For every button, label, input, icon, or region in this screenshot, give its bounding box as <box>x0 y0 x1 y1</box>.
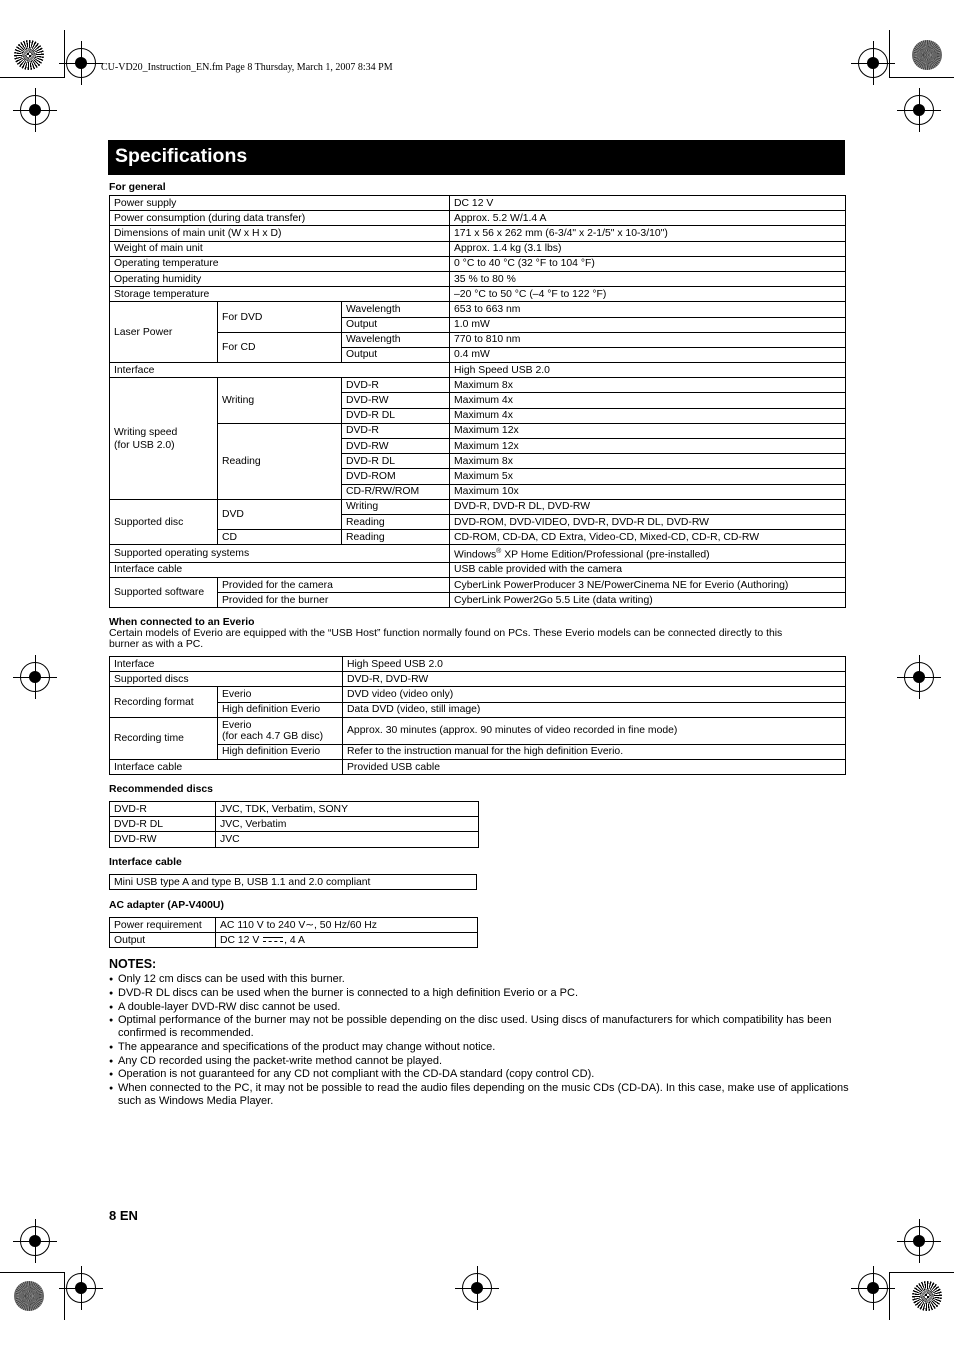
spec-value: High Speed USB 2.0 <box>343 657 846 672</box>
crosshair-mark-icon <box>904 662 934 692</box>
laser-cd-label: For CD <box>218 332 342 362</box>
table-row <box>110 918 478 933</box>
spec-value: Approx. 30 minutes (approx. 90 minutes of video recorded in fine mode) <box>343 717 846 744</box>
table-row <box>110 657 846 672</box>
spec-value: CyberLink Power2Go 5.5 Lite (data writing) <box>450 593 846 608</box>
spec-label: Interface <box>110 657 343 672</box>
spec-label: Interface cable <box>110 759 343 774</box>
registration-disc-icon <box>14 1281 44 1311</box>
crop-mark <box>889 1272 890 1320</box>
spec-sublabel: DVD-ROM <box>342 469 450 484</box>
table-row <box>110 802 479 817</box>
dc-symbol-icon <box>263 936 283 944</box>
spec-label: Power supply <box>110 196 450 211</box>
page-number: 8 EN <box>109 1208 138 1223</box>
spec-value: 1.0 mW <box>450 317 846 332</box>
table-row <box>110 744 846 759</box>
spec-value: Maximum 8x <box>450 378 846 393</box>
spec-label: Supported discs <box>110 672 343 687</box>
recording-time-label: Recording time <box>110 717 218 759</box>
spec-sublabel: DVD-R DL <box>342 408 450 423</box>
spec-sublabel: Everio <box>218 687 343 702</box>
crosshair-mark-icon <box>20 95 50 125</box>
spec-value: Provided USB cable <box>343 759 846 774</box>
spec-sublabel: Output <box>342 317 450 332</box>
registration-disc-icon <box>912 40 942 70</box>
spec-value <box>216 933 478 948</box>
spec-value: Maximum 5x <box>450 469 846 484</box>
spec-sublabel: DVD-RW <box>342 393 450 408</box>
spec-value: 0.4 mW <box>450 347 846 362</box>
spec-value: High Speed USB 2.0 <box>450 363 846 378</box>
spec-value: Approx. 5.2 W/1.4 A <box>450 211 846 226</box>
table-row <box>110 241 846 256</box>
crosshair-mark-icon <box>66 48 96 78</box>
section-label-ac-adapter: AC adapter (AP-V400U) <box>109 900 224 911</box>
table-row <box>110 562 846 577</box>
everio-description-line1: Certain models of Everio are equipped with the “USB Host” function normally found on PCs. These Everio models can be connected directly to this <box>109 628 783 639</box>
spec-label: Power consumption (during data transfer) <box>110 211 450 226</box>
spec-value: Maximum 12x <box>450 439 846 454</box>
disc-cd-label: CD <box>218 530 342 545</box>
reading-label: Reading <box>218 423 342 499</box>
table-row <box>110 363 846 378</box>
crop-mark <box>889 1272 954 1273</box>
crop-mark <box>889 77 954 78</box>
dc-voltage: DC 12 V <box>220 934 263 946</box>
spec-value: DC 12 V <box>450 196 846 211</box>
disc-type: DVD-RW <box>110 832 216 847</box>
table-row <box>110 759 846 774</box>
crop-mark <box>0 77 64 78</box>
crosshair-mark-icon <box>20 662 50 692</box>
spec-sublabel: Reading <box>342 514 450 529</box>
general-spec-table <box>109 195 846 608</box>
note-item: ● When connected to the PC, it may not be possible to read the audio files depending on the music CDs (CD-DA). In this case, make use of applications such as Windows Media Player. <box>109 1082 849 1107</box>
os-windows: Windows <box>454 549 497 561</box>
table-row <box>110 672 846 687</box>
writing-speed-label-line1: Writing speed <box>114 426 178 438</box>
table-row <box>110 211 846 226</box>
interface-cable-table <box>109 874 477 890</box>
crosshair-mark-icon <box>904 95 934 125</box>
table-row <box>110 832 479 847</box>
table-row <box>110 332 846 347</box>
table-row <box>110 287 846 302</box>
writing-speed-label <box>110 378 218 500</box>
spec-value: DVD video (video only) <box>343 687 846 702</box>
everio-spec-table <box>109 656 846 775</box>
spec-value: DVD-R, DVD-RW <box>343 672 846 687</box>
spec-value: 171 x 56 x 262 mm (6-3/4" x 2-1/5" x 10-3/10") <box>450 226 846 241</box>
spec-label: Storage temperature <box>110 287 450 302</box>
spec-value: USB cable provided with the camera <box>450 562 846 577</box>
spec-value: 35 % to 80 % <box>450 271 846 286</box>
everio-label-line2: (for each 4.7 GB disc) <box>222 730 324 742</box>
spec-sublabel: High definition Everio <box>218 702 343 717</box>
note-item: ● The appearance and specifications of the product may change without notice. <box>109 1041 849 1054</box>
os-edition: XP Home Edition/Professional (pre-installed) <box>501 549 710 561</box>
crosshair-mark-icon <box>904 1226 934 1256</box>
spec-label: Dimensions of main unit (W x H x D) <box>110 226 450 241</box>
spec-value: Maximum 4x <box>450 408 846 423</box>
laser-dvd-label: For DVD <box>218 302 342 332</box>
table-row <box>110 875 477 890</box>
page-title: Specifications <box>115 145 248 167</box>
table-row <box>110 271 846 286</box>
disc-type: DVD-R <box>110 802 216 817</box>
supported-software-label: Supported software <box>110 577 218 607</box>
table-row <box>110 687 846 702</box>
spec-label: Operating temperature <box>110 256 450 271</box>
spec-label: Interface <box>110 363 450 378</box>
crop-mark <box>64 30 65 78</box>
spec-value: Maximum 8x <box>450 454 846 469</box>
crosshair-mark-icon <box>462 1273 492 1303</box>
crop-mark <box>889 30 890 78</box>
table-row <box>110 226 846 241</box>
note-item: ● Any CD recorded using the packet-write method cannot be played. <box>109 1055 849 1068</box>
section-label-interface-cable: Interface cable <box>109 857 182 868</box>
interface-cable-text: Mini USB type A and type B, USB 1.1 and 2.0 compliant <box>110 875 477 890</box>
spec-sublabel: DVD-R DL <box>342 454 450 469</box>
crosshair-mark-icon <box>66 1273 96 1303</box>
section-label-general: For general <box>109 182 166 193</box>
spec-sublabel: CD-R/RW/ROM <box>342 484 450 499</box>
spec-value: DVD-R, DVD-R DL, DVD-RW <box>450 499 846 514</box>
table-row <box>110 499 846 514</box>
spec-value: Maximum 12x <box>450 423 846 438</box>
recording-format-label: Recording format <box>110 687 218 717</box>
registration-disc-icon <box>14 40 44 70</box>
ac-voltage: AC 110 V to 240 V <box>220 919 306 931</box>
table-row <box>110 817 479 832</box>
table-row <box>110 593 846 608</box>
crosshair-mark-icon <box>858 1273 888 1303</box>
spec-sublabel: Reading <box>342 530 450 545</box>
table-row <box>110 717 846 744</box>
spec-value: Approx. 1.4 kg (3.1 lbs) <box>450 241 846 256</box>
section-label-everio: When connected to an Everio <box>109 617 255 628</box>
note-item: ● Operation is not guaranteed for any CD not compliant with the CD-DA standard (copy control CD). <box>109 1068 849 1081</box>
table-row <box>110 302 846 317</box>
everio-label-line1: Everio <box>222 719 252 731</box>
spec-sublabel: Output <box>342 347 450 362</box>
disc-type: DVD-R DL <box>110 817 216 832</box>
note-item: ● Only 12 cm discs can be used with this burner. <box>109 973 849 986</box>
spec-sublabel <box>218 717 343 744</box>
note-item: ● Optimal performance of the burner may not be possible depending on the disc used. Using discs of manufacturers for which compatibility has been confirmed is recommended. <box>109 1014 849 1039</box>
crosshair-mark-icon <box>20 1226 50 1256</box>
disc-brands: JVC <box>216 832 479 847</box>
spec-label: Interface cable <box>110 562 450 577</box>
spec-sublabel: DVD-R <box>342 423 450 438</box>
registered-mark: ® <box>496 548 502 556</box>
spec-sublabel: DVD-RW <box>342 439 450 454</box>
spec-value: CD-ROM, CD-DA, CD Extra, Video-CD, Mixed-CD, CD-R, CD-RW <box>450 530 846 545</box>
disc-brands: JVC, TDK, Verbatim, SONY <box>216 802 479 817</box>
ac-adapter-table <box>109 917 478 948</box>
ac-frequency: , 50 Hz/60 Hz <box>314 919 377 931</box>
spec-value: Data DVD (video, still image) <box>343 702 846 717</box>
crop-mark <box>0 1272 64 1273</box>
table-row <box>110 545 846 562</box>
table-row <box>110 423 846 438</box>
spec-value: 770 to 810 nm <box>450 332 846 347</box>
table-row <box>110 530 846 545</box>
recommended-discs-table <box>109 801 479 848</box>
spec-label: Weight of main unit <box>110 241 450 256</box>
spec-value: CyberLink PowerProducer 3 NE/PowerCinema NE for Everio (Authoring) <box>450 577 846 592</box>
ac-symbol-icon: ∼ <box>305 919 315 931</box>
writing-label: Writing <box>218 378 342 424</box>
supported-disc-label: Supported disc <box>110 499 218 545</box>
spec-value: DVD-ROM, DVD-VIDEO, DVD-R, DVD-R DL, DVD-RW <box>450 514 846 529</box>
table-row <box>110 196 846 211</box>
spec-sublabel: Writing <box>342 499 450 514</box>
laser-power-label: Laser Power <box>110 302 218 363</box>
notes-title: NOTES: <box>109 957 157 971</box>
spec-sublabel: Provided for the burner <box>218 593 450 608</box>
crosshair-mark-icon <box>858 48 888 78</box>
notes-list <box>109 973 849 1108</box>
spec-label: Operating humidity <box>110 271 450 286</box>
table-row <box>110 378 846 393</box>
section-label-recommended: Recommended discs <box>109 784 213 795</box>
spec-value: –20 °C to 50 °C (–4 °F to 122 °F) <box>450 287 846 302</box>
spec-sublabel: High definition Everio <box>218 744 343 759</box>
table-row <box>110 933 478 948</box>
spec-value: Maximum 10x <box>450 484 846 499</box>
writing-speed-label-line2: (for USB 2.0) <box>114 439 175 451</box>
spec-label: Supported operating systems <box>110 545 450 562</box>
spec-value <box>450 545 846 562</box>
spec-value: Maximum 4x <box>450 393 846 408</box>
registration-disc-icon <box>912 1281 942 1311</box>
table-row <box>110 256 846 271</box>
disc-dvd-label: DVD <box>218 499 342 529</box>
spec-label: Power requirement <box>110 918 216 933</box>
spec-value: Refer to the instruction manual for the high definition Everio. <box>343 744 846 759</box>
note-item: ● DVD-R DL discs can be used when the burner is connected to a high definition Everio or a PC. <box>109 987 849 1000</box>
dc-current: , 4 A <box>284 934 305 946</box>
crop-mark <box>64 1272 65 1320</box>
note-item: ● A double-layer DVD-RW disc cannot be used. <box>109 1001 849 1014</box>
spec-sublabel: Wavelength <box>342 302 450 317</box>
spec-value <box>216 918 478 933</box>
spec-value: 0 °C to 40 °C (32 °F to 104 °F) <box>450 256 846 271</box>
spec-sublabel: DVD-R <box>342 378 450 393</box>
table-row <box>110 577 846 592</box>
spec-value: 653 to 663 nm <box>450 302 846 317</box>
spec-sublabel: Wavelength <box>342 332 450 347</box>
disc-brands: JVC, Verbatim <box>216 817 479 832</box>
file-header-line: CU-VD20_Instruction_EN.fm Page 8 Thursday, March 1, 2007 8:34 PM <box>101 62 393 73</box>
spec-sublabel: Provided for the camera <box>218 577 450 592</box>
table-row <box>110 702 846 717</box>
spec-label: Output <box>110 933 216 948</box>
everio-description-line2: burner as with a PC. <box>109 639 204 650</box>
